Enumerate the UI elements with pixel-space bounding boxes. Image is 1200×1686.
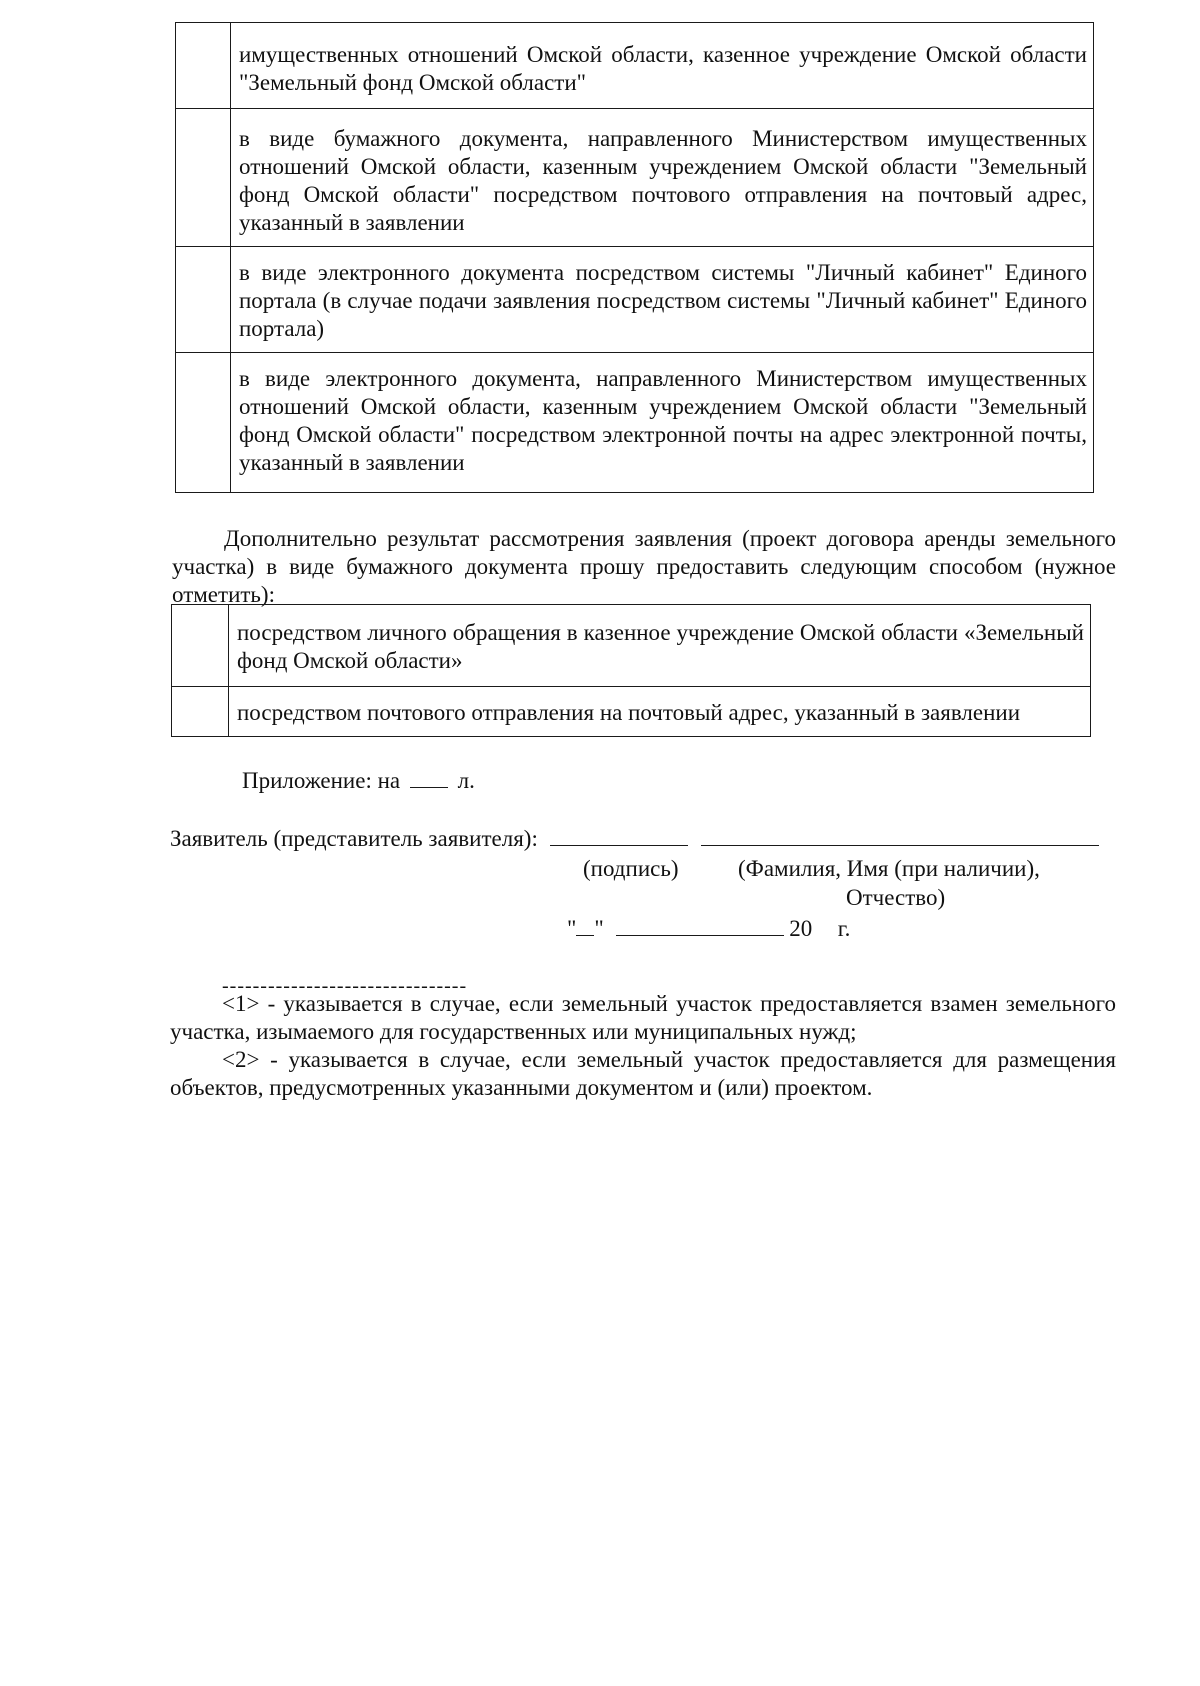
- signature-caption: (подпись): [583, 856, 679, 881]
- attachment-suffix: л.: [457, 768, 475, 793]
- delivery-option-row: [176, 247, 1094, 353]
- attachment-line: [242, 765, 475, 795]
- option-text: посредством почтового отправления на почтовый адрес, указанный в заявлении: [229, 687, 1091, 737]
- date-quote-open: ": [567, 916, 577, 941]
- paper-options-table: [171, 604, 1091, 737]
- name-caption-line2: Отчество): [846, 885, 946, 910]
- delivery-option-row: [176, 109, 1094, 247]
- option-text: в виде бумажного документа, направленного Министерством имущественных отношений Омской области, казенным учреждением Омской области "Земельный фонд Омской области" посредством почтового отправления на почтовый адрес, указанный в заявлении: [231, 109, 1094, 247]
- paper-option-row: [172, 605, 1091, 687]
- paper-option-row: [172, 687, 1091, 737]
- option-text: посредством личного обращения в казенное учреждение Омской области «Земельный фонд Омской области»: [229, 605, 1091, 687]
- delivery-options-table: [175, 22, 1094, 493]
- applicant-label: Заявитель (представитель заявителя):: [170, 826, 538, 851]
- additional-result-paragraph: Дополнительно результат рассмотрения заявления (проект договора аренды земельного участка) в виде бумажного документа прошу предоставить следующим способом (нужное отметить):: [172, 526, 1116, 607]
- option-checkbox[interactable]: [176, 247, 231, 353]
- footnotes: [170, 990, 1116, 1102]
- name-caption-line1: (Фамилия, Имя (при наличии),: [738, 856, 1040, 881]
- date-day-field[interactable]: [576, 913, 594, 936]
- option-checkbox[interactable]: [172, 605, 229, 687]
- date-line: [567, 913, 850, 943]
- option-checkbox[interactable]: [176, 109, 231, 247]
- date-month-field[interactable]: [616, 913, 784, 936]
- attachment-pages-field[interactable]: [410, 765, 448, 788]
- footnote-separator: --------------------------------: [222, 975, 468, 997]
- applicant-line: [170, 823, 1099, 853]
- signature-field[interactable]: [550, 823, 688, 846]
- delivery-option-row: [176, 353, 1094, 493]
- option-checkbox[interactable]: [176, 353, 231, 493]
- date-quote-close: ": [594, 916, 604, 941]
- option-text: в виде электронного документа, направленного Министерством имущественных отношений Омской области, казенным учреждением Омской области "Земельный фонд Омской области" посредством электронной почты на адрес электронной почты, указанный в заявлении: [231, 353, 1094, 493]
- date-year-suffix: г.: [837, 916, 851, 941]
- date-year-prefix: 20: [789, 916, 813, 941]
- option-checkbox[interactable]: [172, 687, 229, 737]
- footnote-2: <2> - указывается в случае, если земельный участок предоставляется для размещения объектов, предусмотренных указанными документом и (или) проектом.: [170, 1047, 1116, 1100]
- option-text: имущественных отношений Омской области, казенное учреждение Омской области "Земельный фонд Омской области": [231, 23, 1094, 109]
- full-name-field[interactable]: [701, 823, 1099, 846]
- footnote-1: <1> - указывается в случае, если земельный участок предоставляется взамен земельного участка, изымаемого для государственных или муниципальных нужд;: [170, 991, 1116, 1044]
- attachment-prefix: Приложение: на: [242, 768, 401, 793]
- delivery-option-row: [176, 23, 1094, 109]
- option-checkbox[interactable]: [176, 23, 231, 109]
- option-text: в виде электронного документа посредством системы "Личный кабинет" Единого портала (в случае подачи заявления посредством системы "Личный кабинет" Единого портала): [231, 247, 1094, 353]
